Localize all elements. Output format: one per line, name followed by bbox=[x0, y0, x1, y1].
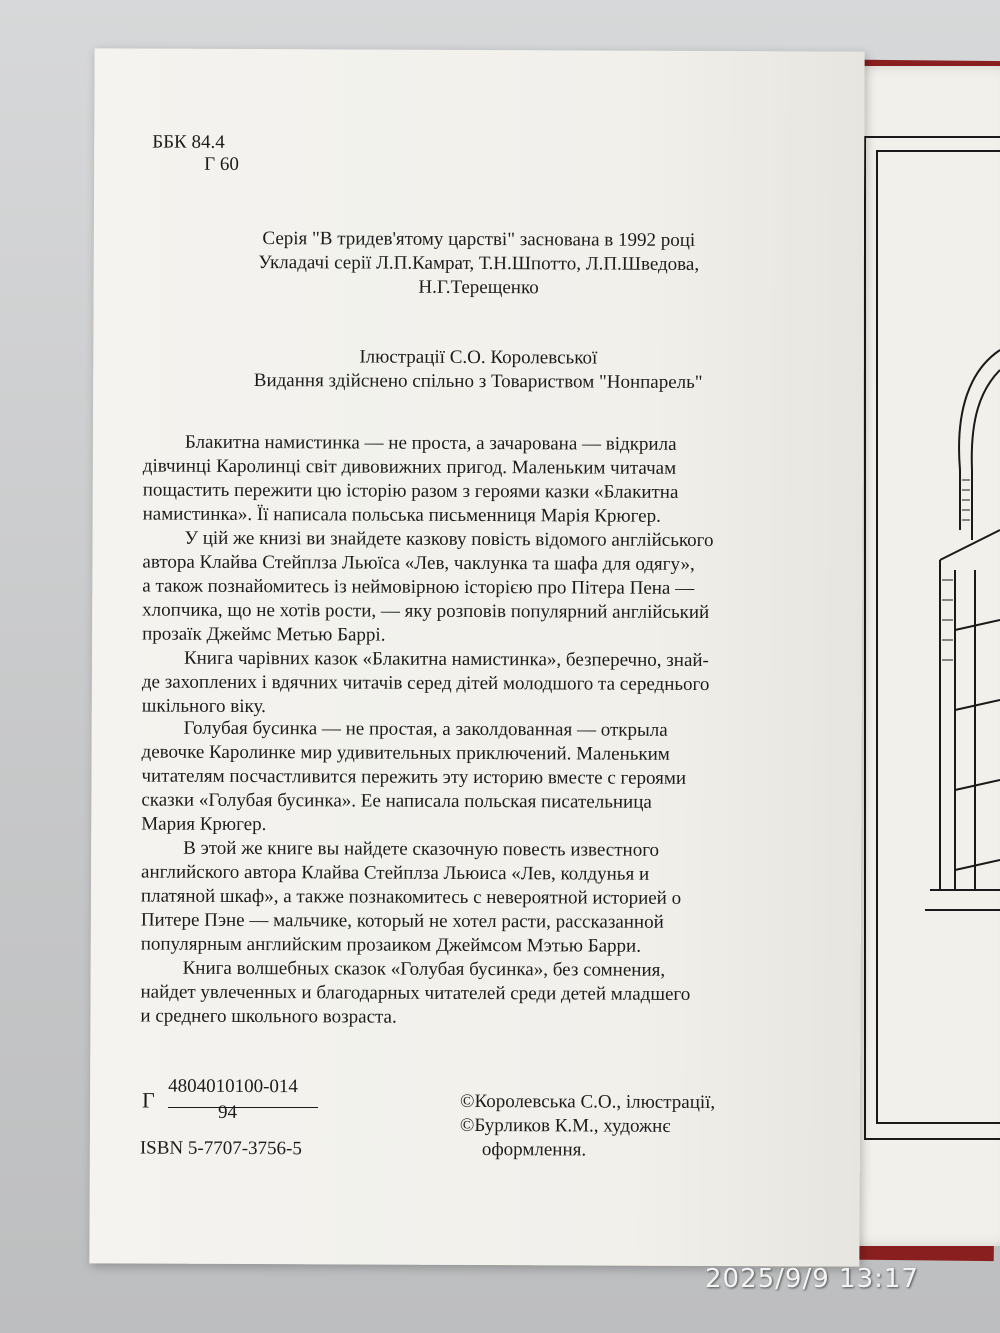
author-mark: Г 60 bbox=[204, 153, 239, 175]
annotation-ukrainian bbox=[142, 431, 714, 721]
bbk-code: ББК 84.4 bbox=[152, 131, 225, 153]
text-line: платяной шкаф», а также познакомитесь с невероятной историей о bbox=[140, 885, 682, 909]
edition-note: Видання здійснено спільно з Товариством "Нонпарель" bbox=[253, 370, 703, 393]
text-line: Голубая бусинка — не простая, а заколдованная — открыла bbox=[183, 717, 668, 741]
text-line: У цій же книзі ви знайдете казкову повість відомого англійського bbox=[184, 527, 714, 552]
copyright-illustrator: ©Королевська С.О., ілюстрації, bbox=[460, 1090, 716, 1114]
catalog-code-letter: Г bbox=[142, 1087, 155, 1113]
catalog-code-numerator: 4804010100-014 bbox=[168, 1075, 298, 1098]
text-line: хлопчика, що не хотів рости, — яку розповів популярний англійський bbox=[142, 599, 710, 624]
copyright-design-label: оформлення. bbox=[481, 1139, 587, 1161]
text-line: читателям посчастливится пережить эту историю вместе с героями bbox=[141, 765, 687, 789]
series-line-3: Н.Г.Терещенко bbox=[418, 276, 539, 299]
text-line: шкільного віку. bbox=[141, 695, 266, 718]
illustrations-credit: Ілюстрації С.О. Королевської bbox=[359, 346, 598, 369]
text-line: найдет увлеченных и благодарных читателей среди детей младшего bbox=[140, 981, 691, 1005]
text-line: Блакитна намистинка — не проста, а зачарована — відкрила bbox=[184, 431, 677, 455]
text-line: и среднего школьного возраста. bbox=[140, 1005, 397, 1028]
text-line: а також познайомитесь із неймовірною історією про Пітера Пена — bbox=[142, 575, 695, 599]
catalog-code-fraction-bar bbox=[168, 1107, 318, 1108]
series-line-2: Укладачі серії Л.П.Камрат, Т.Н.Шпотто, Л.П.Шведова, bbox=[258, 252, 700, 275]
text-line: популярным английским прозаиком Джеймсом Мэтью Барри. bbox=[140, 933, 642, 957]
text-line: де захоплених і вдячних читачів серед дітей молодшого та середнього bbox=[141, 671, 710, 696]
text-line: сказки «Голубая бусинка». Ее написала польская писательница bbox=[141, 789, 652, 813]
text-line: Мария Крюгер. bbox=[141, 813, 267, 836]
text-line: дівчинці Каролинці світ дивовижних пригод. Маленьким читачам bbox=[142, 455, 677, 479]
series-line-1: Серія "В тридев'ятому царстві" заснована в 1992 році bbox=[262, 228, 696, 251]
text-line: Книга волшебных сказок «Голубая бусинка», без сомнения, bbox=[182, 957, 666, 981]
copyright-designer: ©Бурликов К.М., художнє bbox=[459, 1114, 671, 1137]
text-line: пощастить пережити цю історію разом з героями казки «Блакитна bbox=[142, 479, 679, 503]
text-line: В этой же книге вы найдете сказочную повесть известного bbox=[183, 837, 660, 861]
text-line: английского автора Клайва Стейплза Льюиса «Лев, колдунья и bbox=[141, 861, 650, 885]
text-line: автора Клайва Стейплза Льюїса «Лев, чаклунка та шафа для одягу», bbox=[142, 551, 695, 575]
text-line: намистинка». Її написала польська письменниця Марія Крюгер. bbox=[142, 503, 661, 527]
text-line: девочке Каролинке мир удивительных приключений. Маленьким bbox=[141, 741, 670, 765]
catalog-code-denominator: 94 bbox=[217, 1101, 238, 1123]
text-line: Книга чарівних казок «Блакитна намистинка», безперечно, знай- bbox=[183, 647, 709, 672]
window-illustration bbox=[900, 330, 1000, 930]
text-line: Питере Пэне — мальчике, который не хотел расти, рассказанной bbox=[140, 909, 664, 933]
imprint-page bbox=[89, 48, 864, 1266]
isbn: ISBN 5-7707-3756-5 bbox=[139, 1137, 302, 1160]
text-line: прозаїк Джеймс Метью Баррі. bbox=[142, 623, 386, 646]
photo-timestamp: 2025/9/9 13:17 bbox=[705, 1264, 919, 1294]
annotation-russian bbox=[140, 717, 691, 1031]
